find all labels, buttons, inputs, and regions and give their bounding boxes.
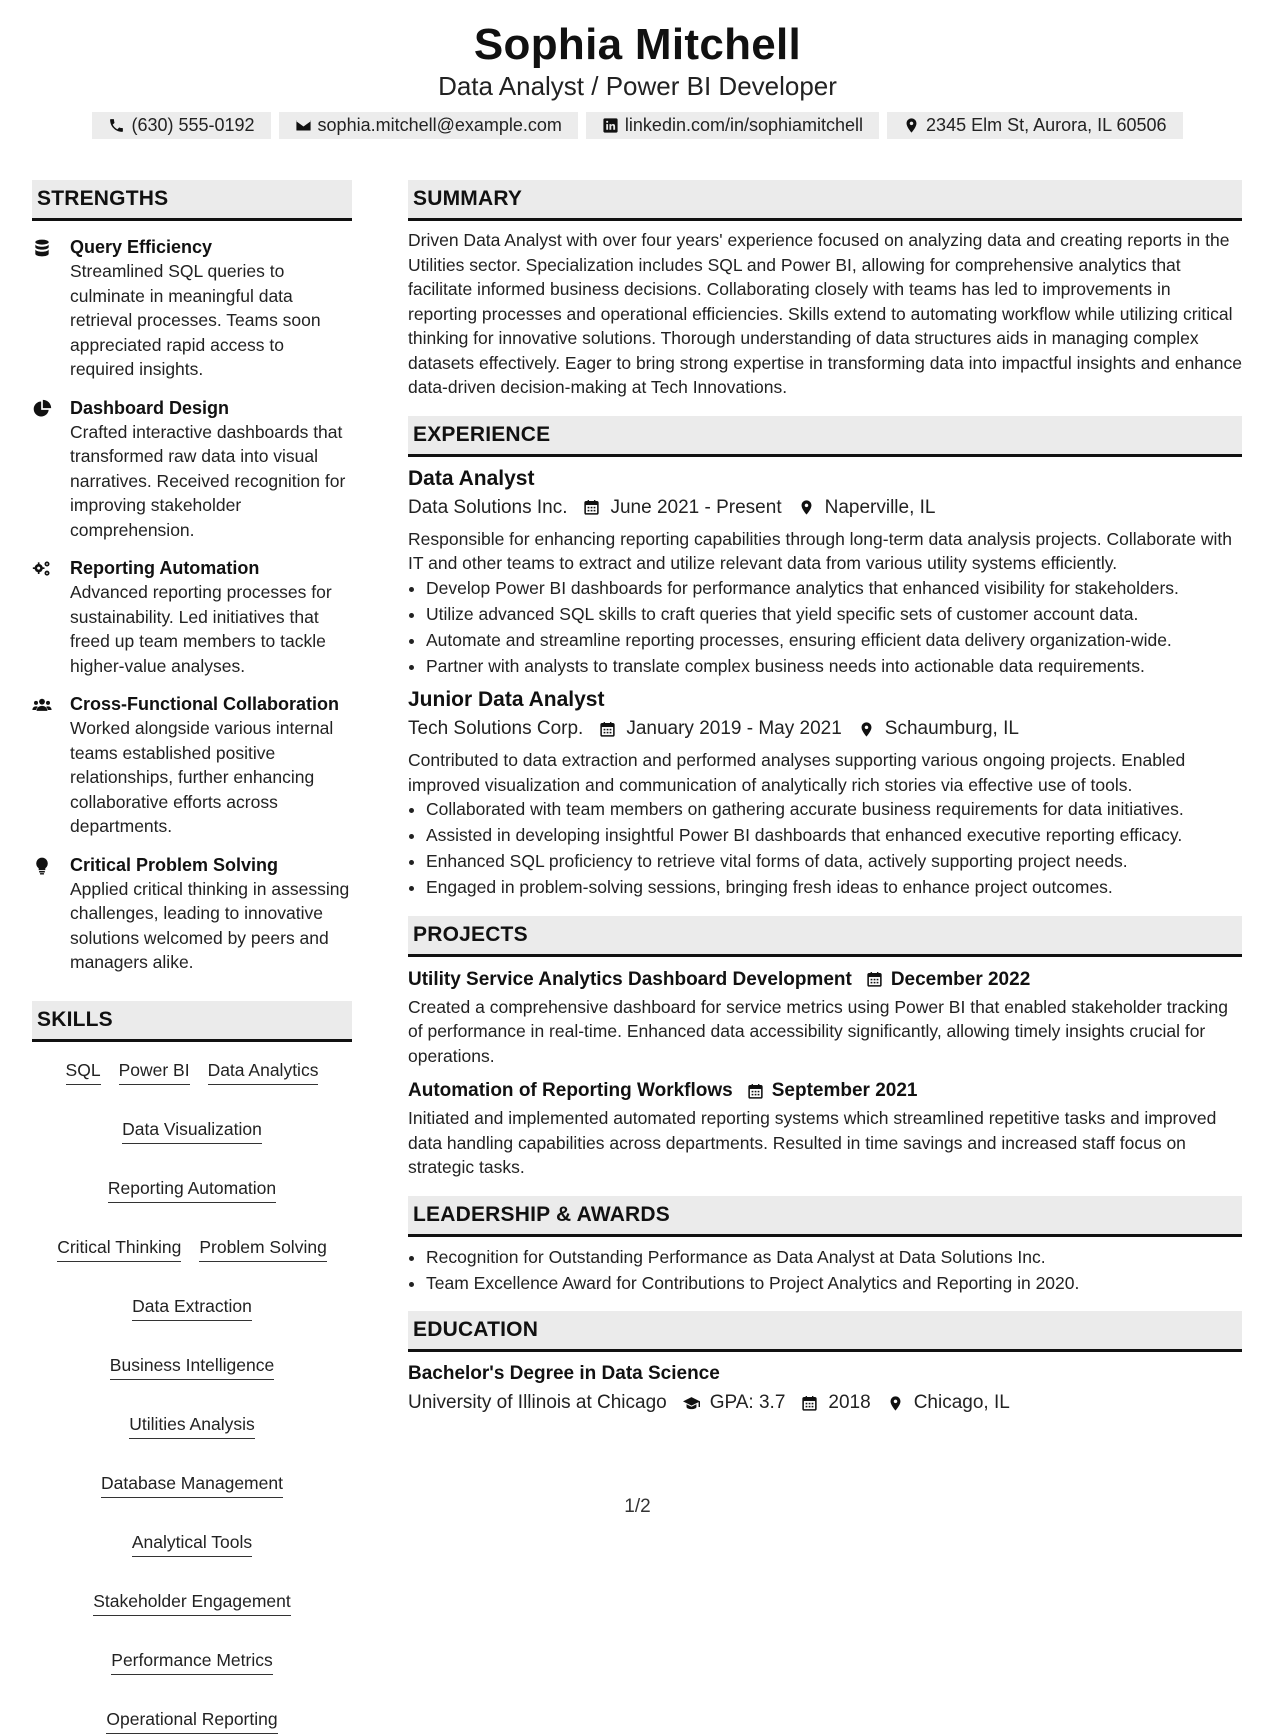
pie-chart-icon: [32, 399, 52, 419]
school-name: University of Illinois at Chicago: [408, 1392, 667, 1413]
graduation-cap-icon: [683, 1395, 700, 1412]
strength-item: [32, 396, 352, 543]
resume-header: [0, 18, 1275, 139]
envelope-icon: [295, 117, 312, 134]
projects-heading: PROJECTS: [408, 916, 1242, 957]
contact-address: [887, 112, 1183, 139]
graduation-year: 2018: [828, 1392, 871, 1413]
linkedin-icon: [602, 117, 619, 134]
list-item: • Automate and streamline reporting processes, ensuring efficient data delivery organization-wide.: [426, 628, 1242, 653]
right-column: [408, 180, 1242, 1422]
contact-email[interactable]: [279, 112, 578, 139]
awards-list: [408, 1245, 1242, 1296]
job-bullets: [408, 797, 1242, 900]
job-location: Naperville, IL: [824, 496, 936, 518]
job-meta: [408, 493, 1242, 523]
map-pin-icon: [798, 499, 815, 516]
skills-heading: SKILLS: [32, 1001, 352, 1042]
skill-tag: Data Extraction: [132, 1294, 252, 1321]
job-title: Junior Data Analyst: [408, 688, 605, 711]
project-description: Initiated and implemented automated reporting systems which streamlined repetitive tasks and improved data handling capabilities across departments. Resulted in time savings and increased staff focus on strategic tasks.: [408, 1108, 1217, 1177]
list-item: • Assisted in developing insightful Power BI dashboards that enhanced executive reporting efficacy.: [426, 823, 1242, 848]
experience-heading: EXPERIENCE: [408, 416, 1242, 457]
skill-tag: Power BI: [119, 1058, 190, 1085]
education-heading: EDUCATION: [408, 1311, 1242, 1352]
skill-tag: Utilities Analysis: [129, 1412, 254, 1439]
candidate-name: Sophia Mitchell: [473, 20, 802, 69]
strength-title: Critical Problem Solving: [70, 854, 279, 875]
page-number: 1/2: [624, 1496, 651, 1517]
school-location: Chicago, IL: [913, 1392, 1010, 1413]
list-item: • Partner with analysts to translate complex business needs into actionable data requirements.: [426, 654, 1242, 679]
job-dates: January 2019 - May 2021: [626, 718, 842, 739]
project-date: December 2022: [890, 968, 1031, 990]
list-item: • Recognition for Outstanding Performance as Data Analyst at Data Solutions Inc.: [426, 1245, 1242, 1270]
skill-tag: Data Visualization: [122, 1117, 262, 1144]
list-item: • Enhanced SQL proficiency to retrieve vital forms of data, actively supporting project needs.: [426, 849, 1242, 874]
map-pin-icon: [887, 1395, 904, 1412]
strength-item: [32, 235, 352, 382]
contact-email-text: sophia.mitchell@example.com: [317, 115, 562, 135]
skill-tag: Analytical Tools: [132, 1530, 252, 1557]
phone-icon: [108, 117, 125, 134]
list-item: • Utilize advanced SQL skills to craft queries that yield specific sets of customer account data.: [426, 602, 1242, 627]
job-description: Contributed to data extraction and performed analyses supporting various ongoing projects. Enabled improved visualization and communication of analytically rich stories via effective use of tools.: [408, 750, 1186, 795]
list-item: • Collaborated with team members on gathering accurate business requirements for data initiatives.: [426, 797, 1242, 822]
project-title: Utility Service Analytics Dashboard Development: [408, 968, 852, 990]
awards-heading: LEADERSHIP & AWARDS: [408, 1196, 1242, 1237]
strength-title: Cross-Functional Collaboration: [70, 694, 340, 714]
summary-text: Driven Data Analyst with over four years' experience focused on analyzing data and creating reports in the Utilities sector. Specialization includes SQL and Power BI, allowing for comprehensive analytics that facilitate informed business decisions. Collaborating closely with teams has led to improvements in reporting processes and operational efficiencies. Skills extend to automating workflow while utilizing critical thinking for innovative solutions. Thorough understanding of data structures aids in managing complex datasets effectively. Eager to bring strong expertise in transforming data into impactful insights and enhance data-driven decision-making at Tech Innovations.: [408, 230, 1242, 397]
list-item: • Develop Power BI dashboards for performance analytics that enhanced visibility for stakeholders.: [426, 576, 1242, 601]
education-entry: [408, 1360, 1242, 1418]
skill-tag: Business Intelligence: [110, 1353, 274, 1380]
strength-description: Applied critical thinking in assessing challenges, leading to innovative solutions welcomed by peers and managers alike.: [70, 878, 350, 972]
project-entry: [408, 1076, 1242, 1180]
project-entry: [408, 965, 1242, 1069]
skill-tag: Stakeholder Engagement: [93, 1589, 291, 1616]
strength-description: Worked alongside various internal teams established positive relationships, further enhancing collaborative efforts across departments.: [70, 718, 334, 836]
contact-address-text: 2345 Elm St, Aurora, IL 60506: [926, 115, 1167, 135]
contact-bar: [0, 112, 1275, 139]
database-icon: [32, 238, 52, 258]
strength-item: [32, 853, 352, 975]
strength-description: Streamlined SQL queries to culminate in meaningful data retrieval processes. Teams soon appreciated rapid access to required insights.: [70, 261, 321, 379]
contact-linkedin-text: linkedin.com/in/sophiamitchell: [624, 115, 864, 135]
project-title-row: [408, 965, 1242, 995]
job-bullets: [408, 576, 1242, 679]
calendar-icon: [801, 1395, 818, 1412]
map-pin-icon: [903, 117, 920, 134]
skill-tag: Data Analytics: [208, 1058, 319, 1085]
calendar-icon: [747, 1083, 764, 1100]
candidate-title: Data Analyst / Power BI Developer: [438, 71, 837, 101]
calendar-icon: [583, 499, 600, 516]
map-pin-icon: [858, 721, 875, 738]
contact-linkedin[interactable]: [586, 112, 879, 139]
project-title: Automation of Reporting Workflows: [408, 1080, 733, 1101]
job-title: Data Analyst: [408, 466, 535, 490]
job-description: Responsible for enhancing reporting capabilities through long-term data analysis projects. Collaborate with IT and other teams to extract and utilize relevant data from various utility systems efficiently.: [408, 528, 1232, 573]
strengths-list: [32, 235, 352, 975]
company-name: Data Solutions Inc.: [408, 496, 568, 518]
strength-title: Reporting Automation: [70, 558, 260, 578]
contact-phone[interactable]: [92, 112, 270, 139]
job-dates: June 2021 - Present: [610, 496, 782, 518]
job-location: Schaumburg, IL: [884, 718, 1019, 739]
strength-description: Crafted interactive dashboards that transformed raw data into visual narratives. Received recognition for improving stakeholder comprehension.: [70, 421, 346, 540]
calendar-icon: [599, 721, 616, 738]
calendar-icon: [866, 971, 883, 988]
summary-heading: SUMMARY: [408, 180, 1242, 221]
project-description: Created a comprehensive dashboard for service metrics using Power BI that enabled stakeholder tracking of performance in real-time. Enhanced data accessibility significantly, allowing timely insights crucial for operations.: [408, 996, 1229, 1066]
education-meta: [408, 1388, 1242, 1418]
skill-tag: Problem Solving: [199, 1235, 326, 1262]
gears-icon: [32, 559, 52, 579]
strength-title: Dashboard Design: [70, 397, 230, 418]
contact-phone-text: (630) 555-0192: [131, 115, 255, 135]
job-meta: [408, 714, 1242, 744]
list-item: • Team Excellence Award for Contributions to Project Analytics and Reporting in 2020.: [426, 1271, 1242, 1296]
list-item: • Engaged in problem-solving sessions, bringing fresh ideas to enhance project outcomes.: [426, 875, 1242, 900]
skill-tag: Database Management: [101, 1471, 283, 1498]
strength-title: Query Efficiency: [70, 237, 213, 257]
skill-tag: SQL: [66, 1058, 101, 1085]
degree-title: Bachelor's Degree in Data Science: [408, 1363, 720, 1384]
strengths-heading: STRENGTHS: [32, 180, 352, 221]
company-name: Tech Solutions Corp.: [408, 718, 584, 739]
skill-tag: Critical Thinking: [57, 1235, 181, 1262]
gpa: GPA: 3.7: [709, 1392, 786, 1413]
skills-list: [32, 1058, 352, 1734]
job-entry: [408, 465, 1242, 679]
job-entry: [408, 686, 1242, 900]
project-title-row: [408, 1076, 1242, 1106]
strength-item: [32, 556, 352, 678]
strength-description: Advanced reporting processes for sustainability. Led initiatives that freed up team members to tackle higher-value analyses.: [70, 582, 332, 676]
users-icon: [32, 695, 52, 715]
skill-tag: Performance Metrics: [111, 1648, 272, 1675]
project-date: September 2021: [771, 1080, 918, 1101]
skill-tag: Reporting Automation: [108, 1176, 276, 1203]
skill-tag: Operational Reporting: [106, 1707, 277, 1734]
lightbulb-icon: [32, 856, 52, 876]
strength-item: [32, 692, 352, 839]
